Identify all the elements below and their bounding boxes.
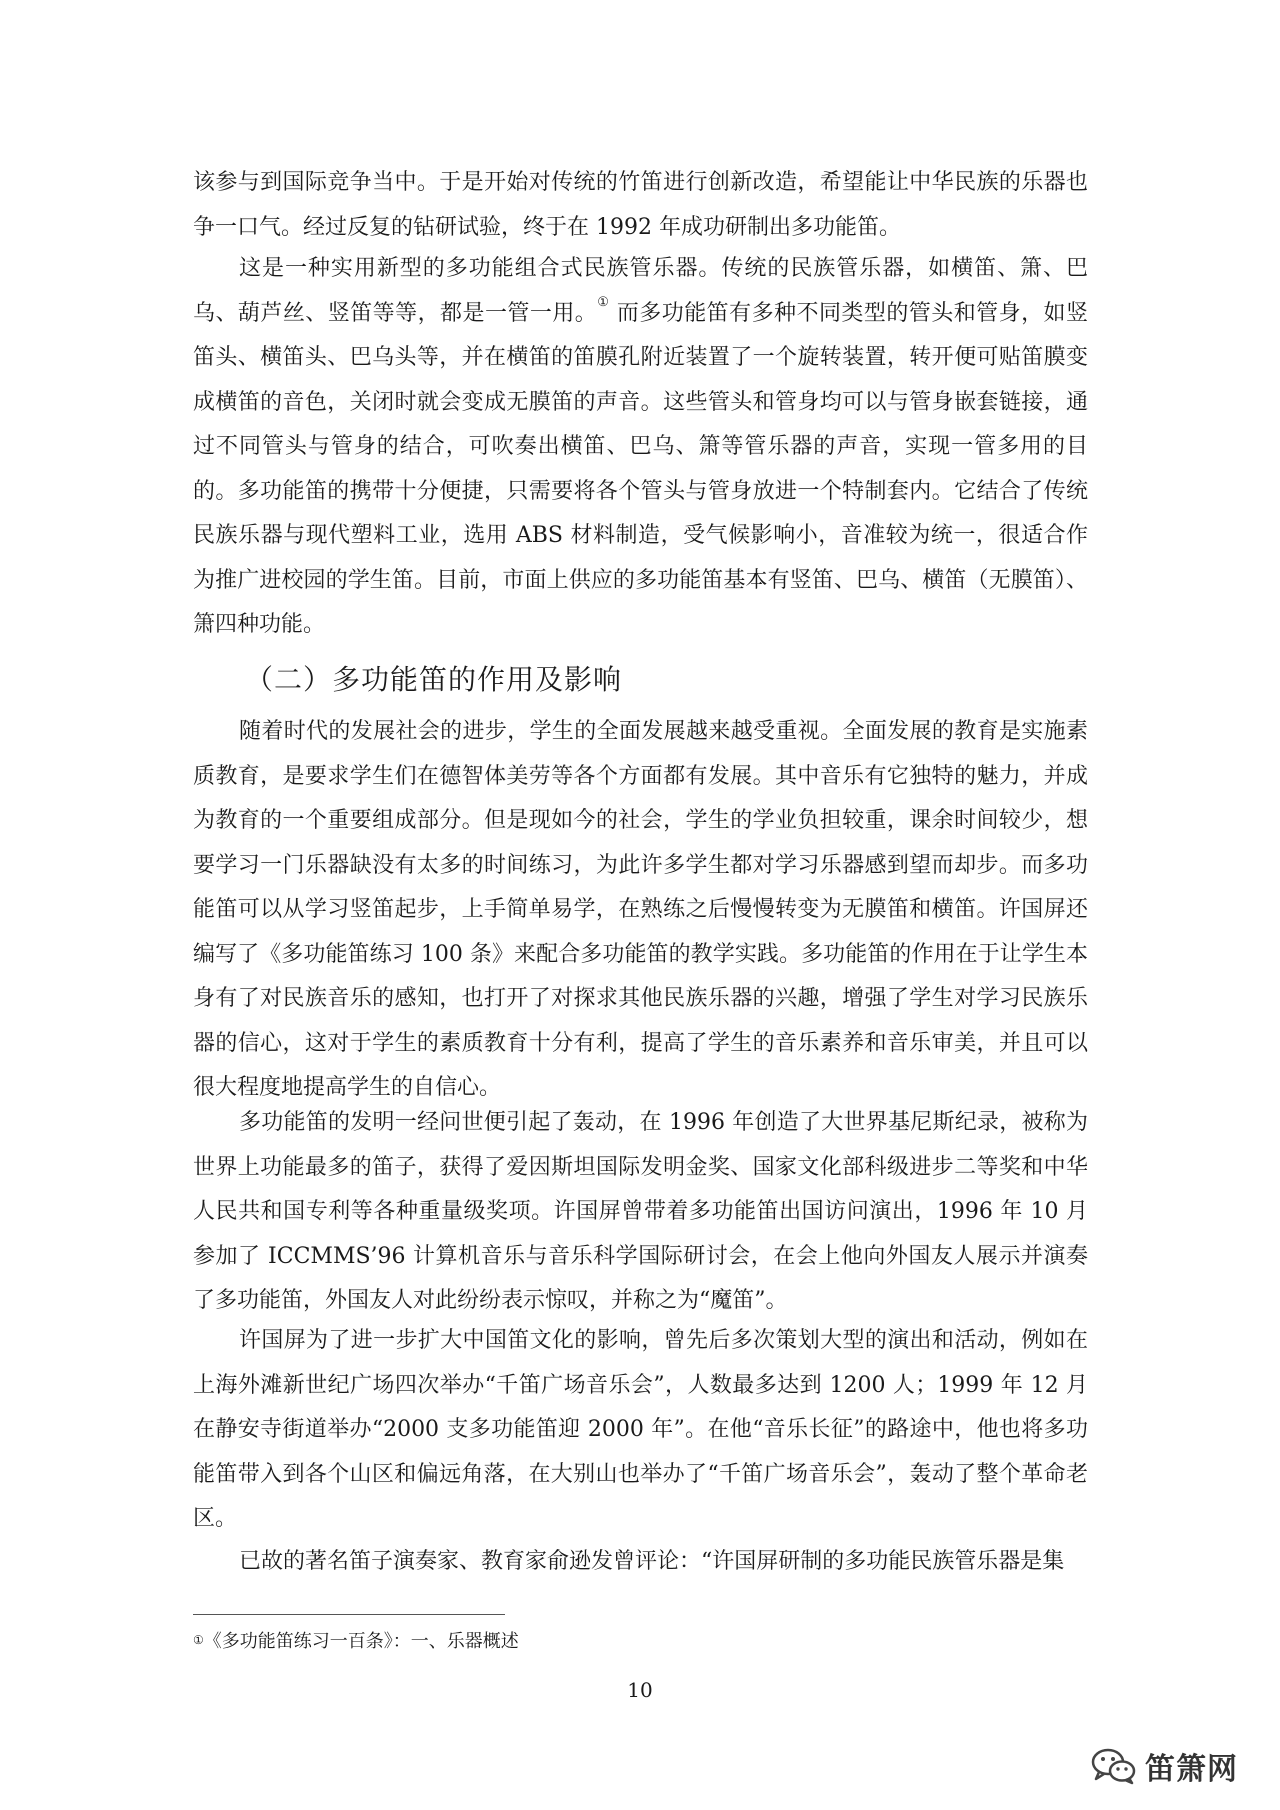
footnote-text: 《多功能笛练习一百条》：一、乐器概述	[203, 1631, 519, 1652]
wechat-logo-icon	[1091, 1747, 1137, 1785]
watermark	[1091, 1744, 1238, 1788]
footnote	[193, 1628, 519, 1656]
paragraph-4: 多功能笛的发明一经问世便引起了轰动，在 1996 年创造了大世界基尼斯纪录，被称为世界上功能最多的笛子，获得了爱因斯坦国际发明金奖、国家文化部科级进步二等奖和中华人民共和国专利等各种重量级奖项。许国屏曾带着多功能笛出国访问演出，1996 年 10 月参加了 ICCMMS’96 计算机音乐与音乐科学国际研讨会，在会上他向外国友人展示并演奏了多功能笛，外国友人对此纷纷表示惊叹，并称之为“魔笛”。	[193, 1110, 1088, 1313]
footnote-reference: ①	[597, 294, 610, 310]
paragraph-3: 随着时代的发展社会的进步，学生的全面发展越来越受重视。全面发展的教育是实施素质教育，是要求学生们在德智体美劳等各个方面都有发展。其中音乐有它独特的魅力，并成为教育的一个重要组成部分。但是现如今的社会，学生的学业负担较重，课余时间较少，想要学习一门乐器缺没有太多的时间练习，为此许多学生都对学习乐器感到望而却步。而多功能笛可以从学习竖笛起步，上手简单易学，在熟练之后慢慢转变为无膜笛和横笛。许国屏还编写了《多功能笛练习 100 条》来配合多功能笛的教学实践。多功能笛的作用在于让学生本身有了对民族音乐的感知，也打开了对探求其他民族乐器的兴趣，增强了学生对学习民族乐器的信心，这对于学生的素质教育十分有利，提高了学生的音乐素养和音乐审美，并且可以很大程度地提高学生的自信心。	[193, 719, 1088, 1100]
watermark-text: 笛箫网	[1145, 1752, 1238, 1787]
paragraph-2	[193, 247, 1088, 648]
section-heading: （二）多功能笛的作用及影响	[245, 663, 623, 696]
paragraph-2-part-2: 而多功能笛有多种不同类型的管头和管身，如竖笛头、横笛头、巴乌头等，并在横笛的笛膜孔附近装置了一个旋转装置，转开便可贴笛膜变成横笛的音色，关闭时就会变成无膜笛的声音。这些管头和管身均可以与管身嵌套链接，通过不同管头与管身的结合，可吹奏出横笛、巴乌、箫等管乐器的声音，实现一管多用的目的。多功能笛的携带十分便捷，只需要将各个管头与管身放进一个特制套内。它结合了传统民族乐器与现代塑料工业，选用 ABS 材料制造，受气候影响小，音准较为统一，很适合作为推广进校园的学生笛。目前，市面上供应的多功能笛基本有竖笛、巴乌、横笛（无膜笛）、箫四种功能。	[193, 300, 1088, 637]
paragraph-2-part-1: 这是一种实用新型的多功能组合式民族管乐器。传统的民族管乐器，如横笛、箫、巴乌、葫芦丝、竖笛等等，都是一管一用。	[193, 256, 1088, 326]
footnote-divider	[193, 1614, 505, 1615]
footnote-marker: ①	[193, 1633, 204, 1647]
paragraph-6: 已故的著名笛子演奏家、教育家俞逊发曾评论：“许国屏研制的多功能民族管乐器是集	[239, 1549, 1065, 1574]
paragraph-1: 该参与到国际竞争当中。于是开始对传统的竹笛进行创新改造，希望能让中华民族的乐器也争一口气。经过反复的钻研试验，终于在 1992 年成功研制出多功能笛。	[193, 170, 1088, 240]
paragraph-5: 许国屏为了进一步扩大中国笛文化的影响，曾先后多次策划大型的演出和活动，例如在上海外滩新世纪广场四次举办“千笛广场音乐会”，人数最多达到 1200 人；1999 年 12 月在静安寺街道举办“2000 支多功能笛迎 2000 年”。在他“音乐长征”的路途中，他也将多功能笛带入到各个山区和偏远角落，在大别山也举办了“千笛广场音乐会”，轰动了整个革命老区。	[193, 1328, 1088, 1531]
page-number: 10	[627, 1678, 653, 1702]
